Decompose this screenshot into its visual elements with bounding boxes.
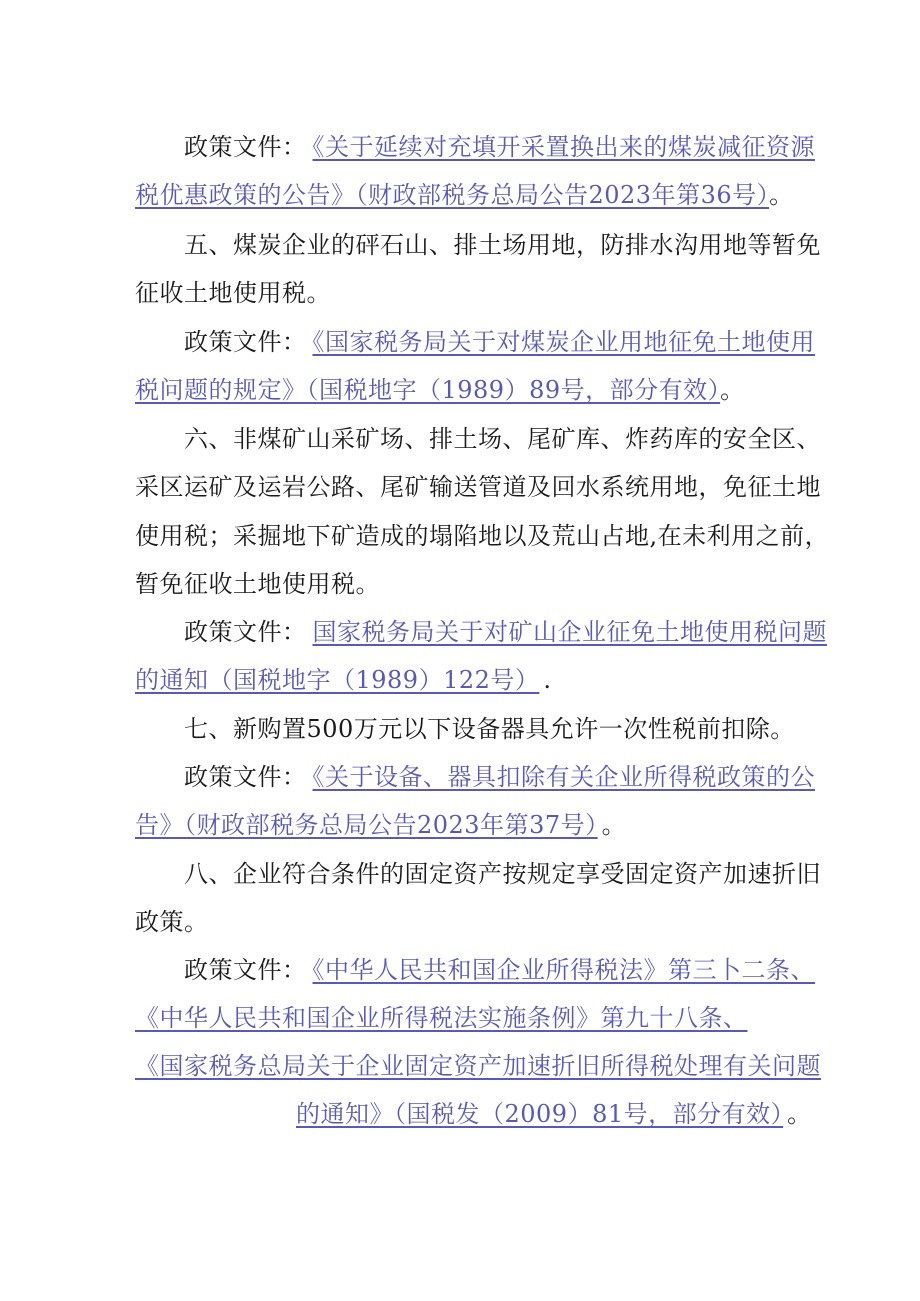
- item-6-text: 六、非煤矿山采矿场、排土场、尾矿库、炸药库的安全区、: [184, 425, 821, 453]
- policy-link-coal-land[interactable]: 《国家税务局关于对煤炭企业用地征免土地使用: [312, 328, 815, 356]
- punctuation: .: [543, 666, 552, 694]
- punctuation: 。: [720, 376, 745, 404]
- policy-link-accelerated-depreciation-cont[interactable]: 的通知》（国税发（2009）81号，部分有效）: [296, 1100, 784, 1128]
- policy-link-eit-law[interactable]: 《中华人民共和国企业所得税法》第三卜二条、: [312, 956, 815, 984]
- item-6-text-cont-2: 使用税；采掘地下矿造成的塌陷地以及荒山占地,在未利用之前，: [135, 522, 830, 550]
- policy-block-2-line-2: [135, 370, 745, 410]
- policy-link-accelerated-depreciation[interactable]: 《国家税务总局关于企业固定资产加速折旧所得税处理有关问题: [135, 1052, 821, 1080]
- item-8-text: 八、企业符合条件的固定资产按规定享受固定资产加速折旧: [184, 860, 821, 888]
- item-5-text-cont: 征收土地使用税。: [135, 279, 331, 307]
- policy-block-1-line-2: [135, 175, 794, 215]
- item-8-line-2: [135, 902, 209, 942]
- policy-label: 政策文件：: [184, 763, 307, 791]
- policy-label: 政策文件：: [184, 133, 307, 161]
- policy-link-coal-backfill-cont[interactable]: 税优惠政策的公告》（财政部税务总局公告2023年第36号）: [135, 181, 770, 209]
- policy-label: 政策文件：: [184, 328, 307, 356]
- policy-link-coal-backfill[interactable]: 《关于延续对充填开采置换出来的煤炭减征资源: [312, 133, 815, 161]
- policy-block-5-line-1: [184, 950, 815, 990]
- policy-block-3-line-1: [184, 612, 827, 652]
- item-8-text-cont: 政策。: [135, 908, 209, 936]
- policy-link-equipment-deduction-cont[interactable]: 告》（财政部税务总局公告2023年第37号）: [135, 811, 598, 839]
- item-8-line-1: [184, 854, 821, 894]
- punctuation: 。: [601, 811, 627, 839]
- policy-block-1-line-1: [184, 127, 815, 167]
- policy-block-2-line-1: [184, 322, 815, 362]
- item-6-line-3: [135, 516, 829, 556]
- policy-label: 政策文件：: [184, 618, 307, 646]
- policy-link-coal-land-cont[interactable]: 税问题的规定》（国税地字（1989）89号，部分有效）: [135, 376, 721, 404]
- policy-link-mine-land[interactable]: 国家税务局关于对矿山企业征免土地使用税问题: [312, 618, 827, 646]
- policy-block-4-line-1: [184, 757, 815, 797]
- item-6-text-cont-1: 采区运矿及运岩公路、尾矿输送管道及回水系统用地，免征土地: [135, 473, 821, 501]
- item-6-line-1: [184, 419, 821, 459]
- policy-block-3-line-2: [135, 660, 552, 700]
- punctuation: 。: [769, 181, 794, 209]
- item-6-line-2: [135, 467, 821, 507]
- punctuation: 。: [787, 1100, 812, 1128]
- item-6-line-4: [135, 564, 380, 604]
- item-7-text: 七、新购置500万元以下设备器具允许一次性税前扣除。: [184, 715, 795, 743]
- item-5-text: 五、煤炭企业的砰石山、排土场用地，防排水沟用地等暂免: [184, 231, 821, 259]
- policy-block-5-line-4: [296, 1094, 812, 1134]
- item-6-text-cont-3: 暂免征收土地使用税。: [135, 570, 380, 598]
- policy-label: 政策文件：: [184, 956, 307, 984]
- item-7-line-1: [184, 709, 795, 749]
- policy-link-equipment-deduction[interactable]: 《关于设备、器具扣除有关企业所得税政策的公: [312, 763, 815, 791]
- policy-block-5-line-2: [135, 998, 748, 1038]
- policy-block-4-line-2: [135, 805, 626, 845]
- item-5-line-2: [135, 273, 331, 313]
- policy-link-eit-regulations[interactable]: 《中华人民共和国企业所得税法实施条例》第九十八条、: [135, 1004, 748, 1032]
- policy-link-mine-land-cont[interactable]: 的通知（国税地字（1989）122号）: [135, 666, 540, 694]
- item-5-line-1: [184, 225, 821, 265]
- policy-block-5-line-3: [135, 1046, 821, 1086]
